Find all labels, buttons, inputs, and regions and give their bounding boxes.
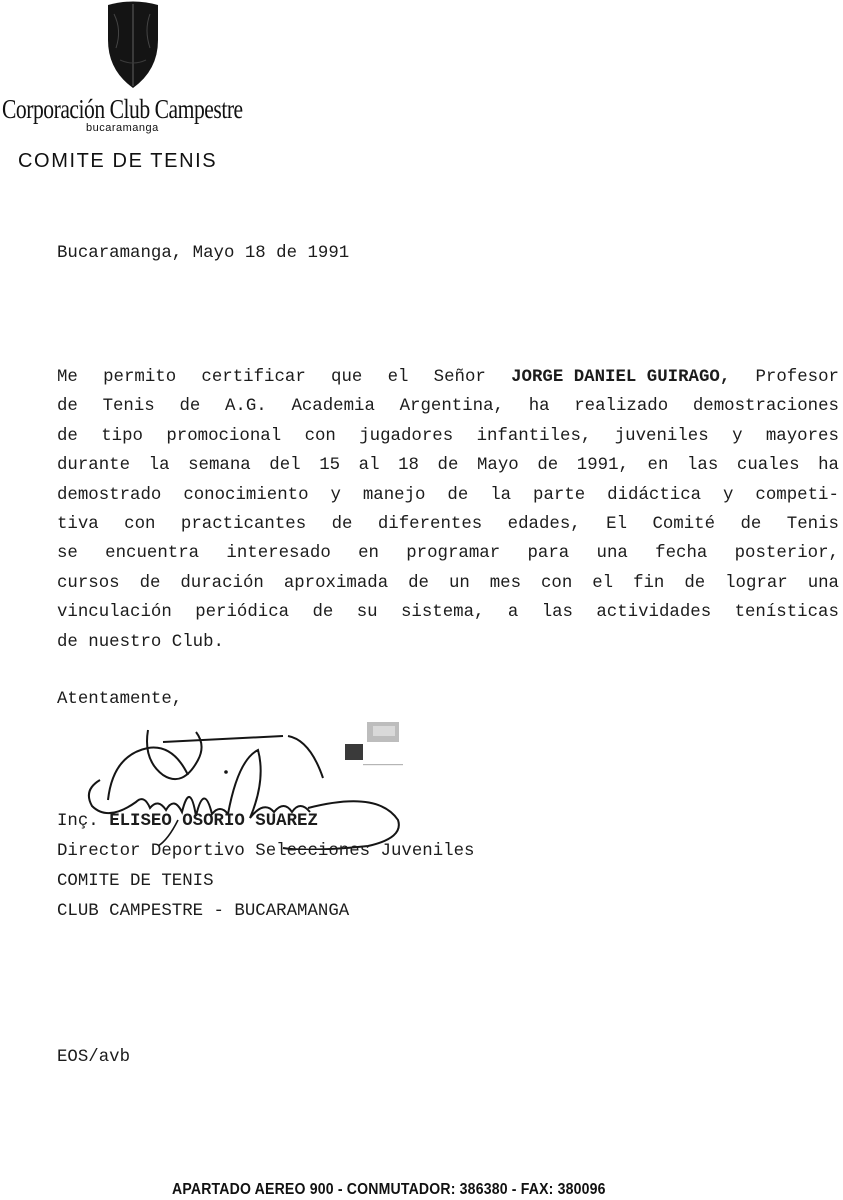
word: Argentina,: [399, 397, 504, 417]
org-city: bucaramanga: [86, 122, 159, 134]
word: programar: [406, 544, 501, 564]
word: conocimiento: [183, 485, 309, 505]
word: infantiles,: [476, 426, 592, 446]
word: interesado: [226, 544, 331, 564]
word: de: [408, 573, 429, 593]
word: una: [807, 573, 839, 593]
word: jugadores: [359, 426, 454, 446]
word: una: [596, 544, 628, 564]
org-name: Corporación Club Campestre: [2, 94, 243, 124]
word: con: [541, 573, 573, 593]
word: de: [684, 573, 706, 593]
body-line: [57, 392, 839, 421]
word: ha: [818, 456, 839, 476]
word: demostrado: [57, 485, 162, 505]
word: encuentra: [105, 544, 200, 564]
word: El: [606, 514, 628, 534]
word: juveniles: [614, 426, 709, 446]
word: el: [387, 368, 409, 387]
body-line: [57, 481, 839, 510]
word: edades,: [507, 514, 581, 534]
word: lograr: [725, 573, 788, 593]
word: de: [740, 514, 762, 534]
word: de: [139, 573, 161, 593]
word: tenísticas: [734, 603, 839, 623]
word: las: [687, 456, 719, 476]
word: la: [490, 485, 512, 505]
word: de: [437, 456, 459, 476]
word: a: [507, 603, 519, 623]
word: Mayo: [477, 456, 519, 476]
word: Comité: [652, 514, 716, 534]
word: ha: [528, 397, 550, 417]
word: Señor: [433, 368, 486, 387]
date-line: Bucaramanga, Mayo 18 de 1991: [57, 244, 350, 263]
body-line: [57, 451, 839, 480]
word: un: [448, 573, 470, 593]
word: parte: [533, 485, 586, 505]
stamp-mark-icon: [345, 722, 405, 768]
word: actividades: [596, 603, 712, 623]
word: la: [148, 456, 170, 476]
word: fecha: [655, 544, 708, 564]
word: didáctica: [607, 485, 702, 505]
word: el: [592, 573, 614, 593]
word: Me: [57, 368, 78, 387]
word: de: [537, 456, 559, 476]
word: fin: [633, 573, 665, 593]
word: Academia: [291, 397, 375, 417]
word: A.G.: [225, 397, 267, 417]
body-line: [57, 598, 839, 627]
word: 18: [398, 456, 419, 476]
word: mes: [489, 573, 522, 593]
word: con: [124, 514, 156, 534]
signer-club: CLUB CAMPESTRE - BUCARAMANGA: [57, 902, 350, 921]
word: tiva: [57, 514, 99, 534]
body-line: [57, 539, 839, 568]
word: Tenis: [102, 397, 155, 417]
word: con: [304, 426, 336, 446]
signer-title: Director Deportivo Selecciones Juveniles: [57, 842, 475, 861]
word: las: [541, 603, 573, 623]
word: cuales: [736, 456, 800, 476]
word: Tenis: [786, 514, 839, 534]
word: cursos: [57, 573, 120, 593]
word: duración: [180, 573, 264, 593]
body-line: [57, 363, 839, 392]
word: que: [331, 368, 363, 387]
word: al: [358, 456, 380, 476]
word: aproximada: [283, 573, 389, 593]
word: de: [447, 485, 469, 505]
word: en: [647, 456, 669, 476]
word: en: [358, 544, 379, 564]
word: para: [527, 544, 570, 564]
reference-initials: EOS/avb: [57, 1048, 131, 1067]
word: demostraciones: [692, 397, 839, 417]
word: 15: [319, 456, 341, 476]
body-line: [57, 628, 839, 657]
body-line: [57, 422, 839, 451]
word: periódica: [195, 603, 290, 623]
word: realizado: [574, 397, 669, 417]
word: del: [269, 456, 301, 476]
subject-name: JORGE DANIEL GUIRAGO,: [511, 368, 731, 387]
word: de nuestro Club.: [57, 632, 224, 652]
word: practicantes: [180, 514, 307, 534]
word: mayores: [765, 426, 839, 446]
word: y: [723, 485, 734, 505]
committee-header: COMITE DE TENIS: [18, 150, 218, 172]
signer-name: ELISEO OSORIO SUAREZ: [109, 812, 318, 831]
closing: Atentamente,: [57, 690, 183, 709]
word: Profesor: [755, 368, 839, 387]
signer-department: COMITE DE TENIS: [57, 872, 214, 891]
word: promocional: [166, 426, 282, 446]
word: 1991,: [576, 456, 629, 476]
word: durante: [57, 456, 131, 476]
word: tipo: [101, 426, 143, 446]
word: sistema,: [401, 603, 485, 623]
word: manejo: [362, 485, 426, 505]
letter-body: [57, 363, 839, 657]
word: certificar: [201, 368, 306, 387]
word: de: [179, 397, 201, 417]
body-line: [57, 510, 839, 539]
word: diferentes: [377, 514, 483, 534]
word: su: [356, 603, 378, 623]
club-crest-shield-icon: [100, 0, 166, 90]
word: de: [312, 603, 334, 623]
word: y: [732, 426, 743, 446]
word: y: [330, 485, 341, 505]
word: competi-: [755, 485, 839, 505]
word: permito: [103, 368, 177, 387]
footer-contact: APARTADO AEREO 900 - CONMUTADOR: 386380 - FAX: 380096: [172, 1181, 606, 1198]
word: de: [57, 426, 78, 446]
word: de: [57, 397, 78, 417]
body-line: [57, 569, 839, 598]
word: semana: [188, 456, 251, 476]
word: vinculación: [57, 603, 172, 623]
word: posterior,: [734, 544, 839, 564]
word: de: [331, 514, 353, 534]
word: se: [57, 544, 78, 564]
signer-prefix: Inç.: [57, 812, 99, 831]
signer-name-line: [57, 812, 318, 831]
